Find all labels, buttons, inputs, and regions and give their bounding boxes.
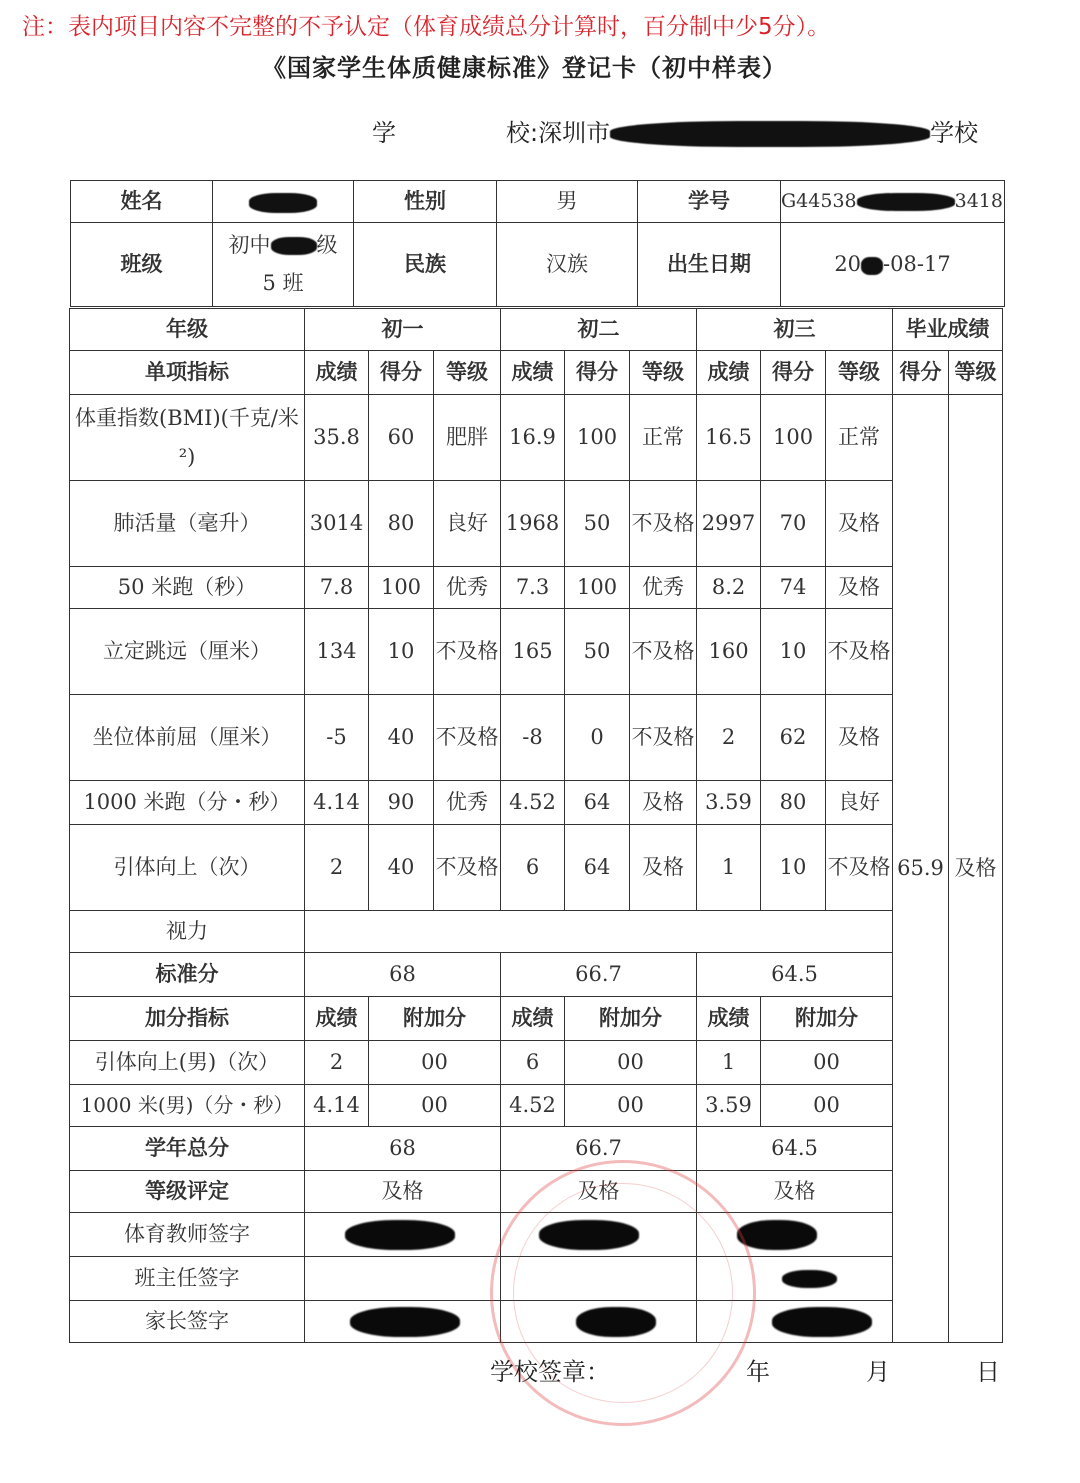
gender-label: 性别 (354, 181, 497, 223)
bonus-name: 引体向上(男)（次） (70, 1041, 305, 1085)
cell: 62 (761, 695, 826, 781)
signature-scribble (737, 1220, 817, 1250)
cell: 不及格 (630, 481, 697, 567)
cell: 1 (697, 1041, 761, 1085)
vision-values (305, 911, 893, 953)
cell: -5 (305, 695, 369, 781)
name-value (213, 181, 354, 223)
graduation-header: 毕业成绩 (893, 309, 1003, 351)
signature-scribble (576, 1307, 656, 1337)
item-label: 单项指标 (70, 351, 305, 395)
cell: 3.59 (697, 1085, 761, 1127)
bonus-label: 加分指标 (70, 997, 305, 1041)
parent-sign-label: 家长签字 (70, 1301, 305, 1343)
parent-sign-g3 (697, 1301, 893, 1343)
cell: 优秀 (434, 567, 501, 609)
cell: 0 (565, 695, 630, 781)
cell: 及格 (826, 567, 893, 609)
class-line-1 (213, 227, 353, 265)
cell: 2 (697, 695, 761, 781)
cell: 4.52 (501, 1085, 565, 1127)
cell: 100 (565, 395, 630, 481)
id-label: 学号 (638, 181, 781, 223)
grade-2-header: 初二 (501, 309, 697, 351)
class-l1b: 级 (316, 232, 338, 257)
item-name: 立定跳远（厘米） (70, 609, 305, 695)
gender-value: 男 (497, 181, 638, 223)
table-row (70, 567, 1003, 609)
date-year-label: 年 (746, 1358, 770, 1386)
class-l1a: 初中 (228, 232, 271, 257)
item-name: 肺活量（毫升） (70, 481, 305, 567)
cell: -8 (501, 695, 565, 781)
cell: 不及格 (826, 825, 893, 911)
signature-scribble (782, 1270, 837, 1288)
cell: 40 (369, 695, 434, 781)
bonus-name: 1000 米(男)（分・秒） (70, 1085, 305, 1127)
vision-label: 视力 (70, 911, 305, 953)
pe-sign-g3 (697, 1213, 893, 1257)
id-value (781, 181, 1005, 223)
table-row (70, 1041, 1003, 1085)
table-row (70, 395, 1003, 481)
school-stamp-label: 学校签章： (490, 1358, 610, 1386)
cell: 00 (761, 1085, 893, 1127)
signature-scribble (345, 1220, 455, 1250)
cell: 90 (369, 781, 434, 825)
ethnic-value: 汉族 (497, 223, 638, 307)
bonus-g3-extra-header: 附加分 (761, 997, 893, 1041)
class-value (213, 223, 354, 307)
cell: 及格 (826, 695, 893, 781)
cell: 2 (305, 1041, 369, 1085)
form-title: 《国家学生体质健康标准》登记卡（初中样表） (262, 54, 787, 82)
standard-g1: 68 (305, 953, 501, 997)
pe-teacher-sign-label: 体育教师签字 (70, 1213, 305, 1257)
cell: 优秀 (434, 781, 501, 825)
standard-g2: 66.7 (501, 953, 697, 997)
cell: 2 (305, 825, 369, 911)
cell: 74 (761, 567, 826, 609)
head-teacher-sign-label: 班主任签字 (70, 1257, 305, 1301)
cell: 60 (369, 395, 434, 481)
cell: 正常 (826, 395, 893, 481)
total-g3: 64.5 (697, 1127, 893, 1171)
table-row (70, 695, 1003, 781)
cell: 不及格 (826, 609, 893, 695)
table-row (70, 781, 1003, 825)
bonus-g1-score-header: 成绩 (305, 997, 369, 1041)
redacted-birth-year (861, 257, 883, 275)
cell: 4.14 (305, 781, 369, 825)
birth-prefix: 20 (834, 252, 862, 277)
item-name: 坐位体前屈（厘米） (70, 695, 305, 781)
birth-label: 出生日期 (638, 223, 781, 307)
student-info-table (70, 180, 1005, 307)
grad-points-header: 得分 (893, 351, 949, 395)
cell: 及格 (630, 825, 697, 911)
cell: 80 (369, 481, 434, 567)
cell: 优秀 (630, 567, 697, 609)
pe-sign-g1 (305, 1213, 501, 1257)
table-row (70, 1085, 1003, 1127)
standard-g3: 64.5 (697, 953, 893, 997)
cell: 及格 (630, 781, 697, 825)
cell: 1 (697, 825, 761, 911)
g2-score-header: 成绩 (501, 351, 565, 395)
cell: 不及格 (630, 609, 697, 695)
note-text: 注：表内项目内容不完整的不予认定（体育成绩总分计算时，百分制中少5分）。 (22, 14, 831, 40)
head-sign-g3 (697, 1257, 893, 1301)
bonus-g2-score-header: 成绩 (501, 997, 565, 1041)
g1-score-header: 成绩 (305, 351, 369, 395)
cell: 00 (565, 1041, 697, 1085)
cell: 16.9 (501, 395, 565, 481)
birth-suffix: -08-17 (883, 252, 951, 277)
item-name: 50 米跑（秒） (70, 567, 305, 609)
redacted-name (249, 193, 317, 213)
name-label: 姓名 (71, 181, 213, 223)
parent-sign-g2 (501, 1301, 697, 1343)
table-row (70, 825, 1003, 911)
head-sign-g2 (501, 1257, 697, 1301)
table-row (70, 609, 1003, 695)
pe-sign-g2 (501, 1213, 697, 1257)
cell: 良好 (826, 781, 893, 825)
redacted-class-year (271, 237, 317, 255)
bonus-g1-extra-header: 附加分 (369, 997, 501, 1041)
rating-g2: 及格 (501, 1171, 697, 1213)
cell: 不及格 (630, 695, 697, 781)
cell: 8.2 (697, 567, 761, 609)
grade-3-header: 初三 (697, 309, 893, 351)
rating-g1: 及格 (305, 1171, 501, 1213)
bonus-g2-extra-header: 附加分 (565, 997, 697, 1041)
head-sign-g1 (305, 1257, 501, 1301)
cell: 10 (761, 825, 826, 911)
fitness-table (69, 308, 1003, 1343)
total-g2: 66.7 (501, 1127, 697, 1171)
cell: 00 (369, 1041, 501, 1085)
class-label: 班级 (71, 223, 213, 307)
cell: 3014 (305, 481, 369, 567)
cell: 7.8 (305, 567, 369, 609)
g3-points-header: 得分 (761, 351, 826, 395)
cell: 100 (565, 567, 630, 609)
standard-label: 标准分 (70, 953, 305, 997)
redacted-id (857, 193, 955, 211)
date-day-label: 日 (976, 1358, 1000, 1386)
grade-1-header: 初一 (305, 309, 501, 351)
signature-scribble (350, 1307, 460, 1337)
g2-level-header: 等级 (630, 351, 697, 395)
grade-label: 年级 (70, 309, 305, 351)
item-name: 1000 米跑（分・秒） (70, 781, 305, 825)
cell: 不及格 (434, 825, 501, 911)
cell: 4.14 (305, 1085, 369, 1127)
g1-level-header: 等级 (434, 351, 501, 395)
g2-points-header: 得分 (565, 351, 630, 395)
cell: 40 (369, 825, 434, 911)
cell: 1968 (501, 481, 565, 567)
rating-g3: 及格 (697, 1171, 893, 1213)
item-name: 引体向上（次） (70, 825, 305, 911)
school-city: 深圳市 (538, 119, 611, 147)
total-g1: 68 (305, 1127, 501, 1171)
cell: 2997 (697, 481, 761, 567)
cell: 100 (369, 567, 434, 609)
school-suffix: 学校 (930, 119, 979, 147)
cell: 6 (501, 1041, 565, 1085)
cell: 160 (697, 609, 761, 695)
total-label: 学年总分 (70, 1127, 305, 1171)
cell: 64 (565, 781, 630, 825)
signature-scribble (772, 1307, 872, 1337)
grad-level-header: 等级 (949, 351, 1003, 395)
date-month-label: 月 (866, 1358, 890, 1386)
signature-scribble (539, 1220, 639, 1250)
id-suffix: 3418 (954, 189, 1003, 212)
cell: 00 (565, 1085, 697, 1127)
bonus-g3-score-header: 成绩 (697, 997, 761, 1041)
cell: 134 (305, 609, 369, 695)
item-name: 体重指数(BMI)(千克/米²) (70, 395, 305, 481)
cell: 100 (761, 395, 826, 481)
cell: 7.3 (501, 567, 565, 609)
cell: 不及格 (434, 695, 501, 781)
redacted-school-name (610, 121, 930, 147)
graduation-level: 及格 (949, 395, 1003, 1343)
cell: 50 (565, 609, 630, 695)
cell: 35.8 (305, 395, 369, 481)
graduation-points: 65.9 (893, 395, 949, 1343)
g1-points-header: 得分 (369, 351, 434, 395)
table-row (70, 481, 1003, 567)
cell: 10 (369, 609, 434, 695)
cell: 00 (761, 1041, 893, 1085)
g3-score-header: 成绩 (697, 351, 761, 395)
cell: 肥胖 (434, 395, 501, 481)
cell: 50 (565, 481, 630, 567)
cell: 6 (501, 825, 565, 911)
cell: 00 (369, 1085, 501, 1127)
ethnic-label: 民族 (354, 223, 497, 307)
cell: 70 (761, 481, 826, 567)
cell: 不及格 (434, 609, 501, 695)
cell: 16.5 (697, 395, 761, 481)
cell: 165 (501, 609, 565, 695)
rating-label: 等级评定 (70, 1171, 305, 1213)
cell: 64 (565, 825, 630, 911)
cell: 4.52 (501, 781, 565, 825)
cell: 及格 (826, 481, 893, 567)
school-label-b: 校: (506, 119, 539, 147)
id-prefix: G44538 (781, 189, 857, 212)
birth-value (781, 223, 1005, 307)
cell: 良好 (434, 481, 501, 567)
g3-level-header: 等级 (826, 351, 893, 395)
cell: 3.59 (697, 781, 761, 825)
cell: 80 (761, 781, 826, 825)
cell: 正常 (630, 395, 697, 481)
class-line-2: 5 班 (262, 270, 304, 295)
school-label-a: 学 (372, 119, 396, 147)
cell: 10 (761, 609, 826, 695)
school-line (506, 113, 978, 148)
parent-sign-g1 (305, 1301, 501, 1343)
